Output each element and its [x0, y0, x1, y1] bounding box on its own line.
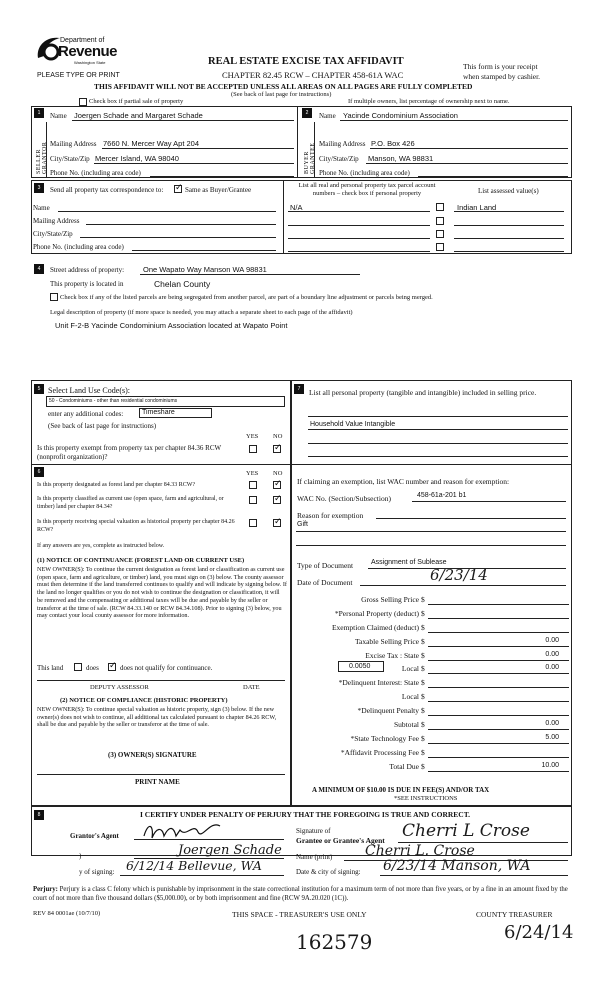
treasurer-space: THIS SPACE - TREASURER'S USE ONLY — [232, 910, 367, 919]
s5-no-header: NO — [273, 433, 283, 440]
gross-dollar: $ — [421, 595, 425, 604]
taxable-selling-label: Taxable Selling Price — [354, 637, 419, 646]
located-label: This property is located in — [50, 280, 124, 288]
parcel-1[interactable]: N/A — [290, 203, 303, 212]
continuance-text: NEW OWNER(S): To continue the current designation as forest land or classification as current use (open space, farm and agriculture, or timber) land, you must sign on (3) below. The county assessor must then determine if the land transferred continues to qualify and will indicate by signing below. If the land no longer qualifies or you do not wish to continue the designation or classification, it will be removed and the compensating or additional taxes will be due and payable by the seller or transferor at the time of sale. (RCW 84.33.140 or RCW 84.34.108). Prior to signing (3) below, you may contact your local county assessor for more information. — [37, 566, 287, 620]
grantor-name-paren: ) — [79, 852, 82, 860]
personal-property-label: List all personal property (tangible and intangible) included in selling price. — [309, 388, 537, 397]
form-number: REV 84 0001ae (10/7/10) — [33, 910, 101, 917]
grantee-name[interactable]: Cherri L. Crose — [365, 843, 475, 859]
multiple-owners-note: If multiple owners, list percentage of ownership next to name. — [348, 98, 510, 105]
does-qualify-checkbox[interactable] — [74, 663, 82, 671]
section-7-number: 7 — [294, 384, 304, 394]
buyer-name-label: Name — [319, 112, 336, 120]
grantee-sig-label-2: Grantee or Grantee's Agent — [296, 836, 385, 845]
parcel-2-checkbox[interactable] — [436, 217, 444, 225]
affidavit-fee-label: *Affidavit Processing Fee — [340, 748, 419, 757]
if-yes-note: If any answers are yes, complete as instructed below. — [37, 543, 165, 549]
parcel-1-checkbox[interactable] — [436, 203, 444, 211]
compliance-title: (2) NOTICE OF COMPLIANCE (HISTORIC PROPERTY) — [60, 697, 228, 704]
affidavit-fee-dollar: $ — [421, 748, 425, 757]
continuance-title: (1) NOTICE OF CONTINUANCE (FOREST LAND OR CURRENT USE) — [37, 557, 245, 564]
grantee-sig-label-1: Signature of — [296, 827, 331, 835]
parcel-header: List all real and personal property tax parcel account numbers – check box if personal property — [298, 182, 436, 197]
section-1-number: 1 — [34, 108, 44, 118]
grantee-date-city[interactable]: 6/23/14 Manson, WA — [383, 858, 531, 874]
doc-type-label: Type of Document — [297, 561, 354, 570]
delinquent-local-label: Local — [401, 692, 419, 701]
minimum-note: A MINIMUM OF $10.00 IS DUE IN FEE(S) AND/OR TAX — [312, 786, 490, 794]
doc-date[interactable]: 6/23/14 — [430, 566, 488, 584]
this-land-label: This land — [37, 664, 64, 672]
s5-see-back: (See back of last page for instructions) — [48, 422, 157, 430]
county-treasurer: COUNTY TREASURER — [476, 910, 553, 919]
does-label: does — [86, 664, 99, 672]
logo-state: Washington State — [74, 60, 106, 65]
personal-deduct-label: *Personal Property (deduct) — [334, 609, 419, 618]
s6-yes-header: YES — [246, 470, 259, 477]
correspondence-label: Send all property tax correspondence to: — [50, 186, 164, 194]
land-use-code: 50 - Condominiums - other than residential condominiums — [49, 398, 178, 404]
exemption-reason[interactable]: Gift — [297, 521, 308, 528]
local-label: Local — [401, 664, 419, 673]
see-instructions-note: *SEE INSTRUCTIONS — [394, 795, 458, 802]
historic-yes-checkbox[interactable] — [249, 519, 257, 527]
seller-city[interactable]: Mercer Island, WA 98040 — [95, 154, 179, 163]
date-label: DATE — [243, 684, 260, 691]
personal-dollar: $ — [421, 609, 425, 618]
segregated-checkbox[interactable] — [50, 293, 58, 301]
seller-phone-label: Phone No. (including area code) — [50, 169, 141, 177]
excise-state-value[interactable]: 0.00 — [545, 651, 559, 658]
exemption-label: If claiming an exemption, list WAC number and reason for exemption: — [297, 477, 510, 486]
delinq-local-dollar: $ — [421, 692, 425, 701]
seller-city-label: City/State/Zip — [50, 155, 90, 163]
local-rate: 0.0050 — [349, 663, 371, 670]
wac-label: WAC No. (Section/Subsection) — [297, 494, 391, 503]
buyer-city[interactable]: Manson, WA 98831 — [368, 154, 434, 163]
s3-phone-label: Phone No. (including area code) — [33, 243, 124, 251]
current-use-no-checkbox[interactable] — [273, 496, 281, 504]
total-due-label: Total Due — [389, 762, 419, 771]
seller-name[interactable]: Joergen Schade and Margaret Schade — [74, 111, 203, 120]
does-not-qualify-checkbox[interactable] — [108, 663, 116, 671]
s3-mailing-label: Mailing Address — [33, 217, 80, 225]
doc-type[interactable]: Assignment of Sublease — [371, 559, 447, 566]
compliance-text: NEW OWNER(S): To continue special valuation as historic property, sign (3) below. If the new owner(s) does not wish to continue, all additional tax calculated pursuant to chapter 84.26 RCW, shall be due and payable by the seller or transferor at the time of sale. — [37, 706, 277, 729]
street-label: Street address of property: — [50, 266, 125, 274]
street-address[interactable]: One Wapato Way Manson WA 98831 — [143, 265, 267, 274]
receipt-note-1: This form is your receipt — [463, 62, 538, 71]
taxable-selling-value[interactable]: 0.00 — [545, 637, 559, 644]
delinquent-penalty-label: *Delinquent Penalty — [357, 706, 419, 715]
perjury-label: Perjury: — [33, 886, 58, 893]
current-use-question: Is this property classified as current use (open space, farm and agricultural, or timber) land per chapter 84.34? — [37, 496, 224, 510]
grantor-signature-stroke — [144, 825, 220, 838]
penalty-dollar: $ — [421, 706, 425, 715]
s3-name-label: Name — [33, 204, 50, 212]
assessed-1[interactable]: Indian Land — [457, 203, 497, 212]
buyer-mailing-label: Mailing Address — [319, 140, 366, 148]
reason-label: Reason for exemption — [297, 511, 364, 520]
local-value[interactable]: 0.00 — [545, 664, 559, 671]
section-4-number: 4 — [34, 264, 44, 274]
seller-mailing[interactable]: 7660 N. Mercer Way Apt 204 — [103, 139, 200, 148]
exemption-dollar: $ — [421, 623, 425, 632]
subtotal-label: Subtotal — [393, 720, 419, 729]
delinquent-state-label: *Delinquent Interest: State — [338, 678, 419, 687]
stamp-number: 162579 — [296, 930, 373, 954]
buyer-side-label: BUYER GRANTEE — [304, 142, 316, 174]
exempt-no-checkbox[interactable] — [273, 445, 281, 453]
form-title: REAL ESTATE EXCISE TAX AFFIDAVIT — [208, 56, 404, 67]
same-as-buyer-checkbox[interactable] — [174, 185, 182, 193]
grantor-date-label: y of signing: — [79, 868, 115, 876]
section-3-number: 3 — [34, 183, 44, 193]
buyer-phone-label: Phone No. (including area code) — [319, 169, 410, 177]
subtotal-value[interactable]: 0.00 — [545, 720, 559, 727]
current-use-yes-checkbox[interactable] — [249, 496, 257, 504]
forest-no-checkbox[interactable] — [273, 481, 281, 489]
forest-question: Is this property designated as forest land per chapter 84.33 RCW? — [37, 482, 196, 488]
tech-fee-value[interactable]: 5.00 — [545, 734, 559, 741]
exempt-question: Is this property exempt from property tax per chapter 84.36 RCW (nonprofit organization)? — [37, 444, 221, 461]
warning-text: THIS AFFIDAVIT WILL NOT BE ACCEPTED UNLESS ALL AREAS ON ALL PAGES ARE FULLY COMPLETED — [94, 82, 473, 91]
grantor-date-city[interactable]: 6/12/14 Bellevue, WA — [126, 858, 262, 873]
additional-codes: Timeshare — [142, 409, 175, 416]
date-city-label: Date & city of signing: — [296, 868, 361, 876]
does-not-label: does not qualify for continuance. — [120, 664, 213, 672]
stamp-date: 6/24/14 — [504, 922, 574, 943]
located-county[interactable]: Chelan County — [154, 279, 211, 289]
additional-codes-label: enter any additional codes: — [48, 410, 124, 418]
perjury-text: Perjury is a class C felony which is punishable by imprisonment in the state correctional institution for a maximum term of not more than five years, or by a fine in an amount fixed by the court of not more than five thousand dollars ($5,000.00), or by both imprisonment and fine (RCW 9A.20.020 (1C)). — [33, 886, 568, 902]
subtotal-dollar: $ — [421, 720, 425, 729]
partial-sale-label: Check box if partial sale of property — [89, 98, 184, 105]
grantor-name[interactable]: Joergen Schade — [178, 843, 282, 858]
form-subtitle: CHAPTER 82.45 RCW – CHAPTER 458-61A WAC — [222, 70, 404, 80]
section-6-number: 6 — [34, 467, 44, 477]
certify-statement: I CERTIFY UNDER PENALTY OF PERJURY THAT THE FOREGOING IS TRUE AND CORRECT. — [140, 810, 471, 819]
partial-sale-checkbox[interactable] — [79, 98, 87, 106]
seller-mailing-label: Mailing Address — [50, 140, 97, 148]
s6-no-header: NO — [273, 470, 283, 477]
logo-name: Revenue — [58, 43, 118, 60]
exemption-claimed-label: Exemption Claimed (deduct) — [331, 623, 419, 632]
please-type: PLEASE TYPE OR PRINT — [37, 72, 120, 79]
grantor-agent-label: Grantor's Agent — [70, 832, 119, 840]
local-dollar: $ — [421, 664, 425, 673]
gross-selling-label: Gross Selling Price — [361, 595, 419, 604]
wac-number[interactable]: 458-61a-201 b1 — [417, 492, 467, 499]
segregated-label: Check box if any of the listed parcels are being segregated from another parcel, are part of a boundary line adjustment or parcels being merged. — [60, 294, 433, 301]
excise-state-label: Excise Tax : State — [365, 651, 419, 660]
doc-date-label: Date of Document — [297, 578, 353, 587]
print-name-label: PRINT NAME — [135, 778, 180, 786]
personal-property[interactable]: Household Value Intangible — [310, 421, 396, 428]
excise-state-dollar: $ — [421, 651, 425, 660]
taxable-dollar: $ — [421, 637, 425, 646]
owner-signature-label: (3) OWNER(S) SIGNATURE — [108, 751, 197, 759]
tech-fee-label: *State Technology Fee — [350, 734, 419, 743]
legal-description-label: Legal description of property (if more space is needed, you may attach a separate sheet to each page of the affidavit) — [50, 309, 353, 316]
total-dollar: $ — [421, 762, 425, 771]
grantee-signature[interactable]: Cherri L Crose — [402, 821, 530, 841]
land-use-label: Select Land Use Code(s): — [48, 386, 130, 395]
perjury-note — [33, 885, 571, 903]
revenue-logo — [34, 34, 134, 68]
delinq-state-dollar: $ — [421, 678, 425, 687]
buyer-city-label: City/State/Zip — [319, 155, 359, 163]
section-5-number: 5 — [34, 384, 44, 394]
same-as-buyer-label: Same as Buyer/Grantee — [185, 186, 252, 194]
name-print-label: Name (print) — [296, 853, 333, 861]
receipt-note-2: when stamped by cashier. — [463, 72, 541, 81]
grantor-signature[interactable] — [140, 818, 260, 844]
buyer-name[interactable]: Yacinde Condominium Association — [343, 111, 458, 120]
buyer-mailing[interactable]: P.O. Box 426 — [371, 139, 415, 148]
historic-no-checkbox[interactable] — [273, 519, 281, 527]
logo-dept: Department of — [60, 37, 105, 44]
legal-description[interactable]: Unit F-2-B Yacinde Condominium Association located at Wapato Point — [55, 321, 288, 330]
exempt-yes-checkbox[interactable] — [249, 445, 257, 453]
seller-name-label: Name — [50, 112, 67, 120]
see-back-text: (See back of last page for instructions) — [231, 91, 332, 98]
historic-question: Is this property receiving special valuation as historical property per chapter 84.26 RCW? — [37, 519, 235, 533]
s5-yes-header: YES — [246, 433, 259, 440]
seller-side-label: SELLER GRANTOR — [36, 141, 48, 174]
assessed-header: List assessed value(s) — [478, 187, 539, 195]
forest-yes-checkbox[interactable] — [249, 481, 257, 489]
tech-fee-dollar: $ — [421, 734, 425, 743]
parcel-3-checkbox[interactable] — [436, 230, 444, 238]
section-2-number: 2 — [302, 108, 312, 118]
total-due-value[interactable]: 10.00 — [541, 762, 559, 769]
parcel-4-checkbox[interactable] — [436, 243, 444, 251]
section-8-number: 8 — [34, 810, 44, 820]
deputy-assessor-label: DEPUTY ASSESSOR — [90, 684, 149, 691]
s3-city-label: City/State/Zip — [33, 230, 73, 238]
